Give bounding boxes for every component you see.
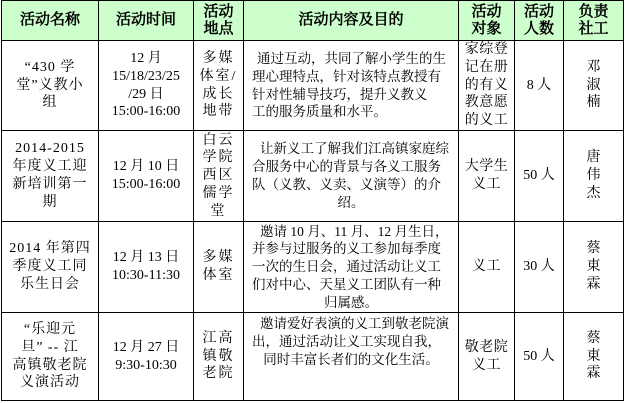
activity-time-line: 12 月 10 日 bbox=[112, 159, 180, 175]
header-label-line: 社工 bbox=[578, 20, 609, 37]
header-label-line: 活动内容及目的 bbox=[298, 12, 404, 28]
activity-name-line: 组 bbox=[42, 95, 58, 111]
activity-location-line: 镇敬 bbox=[202, 348, 235, 364]
participant-count-line: 50 人 bbox=[523, 348, 555, 364]
activity-location-line: 地带 bbox=[202, 104, 235, 120]
activity-target-line: 义工 bbox=[472, 177, 501, 192]
header-label-line: 对象 bbox=[471, 20, 502, 37]
activity-target-line: 敬老院 bbox=[464, 339, 509, 355]
header-label-line: 活动名称 bbox=[19, 12, 80, 28]
header-participant-count bbox=[515, 1, 564, 41]
activity-name-line: 乐生日会 bbox=[20, 276, 80, 292]
activity-content-line: 理心理特点，针对该特点教授有 bbox=[252, 68, 441, 84]
activity-target-line: 的义工 bbox=[464, 113, 509, 129]
activity-time-line: 10:30-11:30 bbox=[112, 268, 180, 283]
activity-content-line: 工的服务质量和水平。 bbox=[252, 104, 387, 120]
social-worker-line: 東 bbox=[586, 348, 601, 364]
activity-content-line: 邀请爱好表演的义工到敬老院演 bbox=[260, 316, 449, 331]
activity-name-line: 2014-2015 bbox=[15, 141, 85, 157]
activity-content-cell bbox=[244, 222, 459, 313]
activity-location-line: 西区 bbox=[202, 168, 235, 184]
activity-name-cell bbox=[2, 41, 99, 131]
activity-content-line: 一次的生日会，通过活动让义工 bbox=[252, 259, 441, 275]
activity-location-cell bbox=[194, 131, 244, 222]
participant-count-line: 8 人 bbox=[526, 77, 552, 93]
social-worker-line: 唐 bbox=[586, 150, 601, 166]
activity-time-line: 9:30-10:30 bbox=[115, 357, 177, 373]
activity-name-cell bbox=[2, 131, 99, 222]
activity-content-line: 绍。 bbox=[337, 194, 365, 210]
activity-location-line: 体室/ bbox=[199, 68, 238, 84]
header-label-line: 活动 bbox=[523, 3, 554, 20]
header-activity-target bbox=[459, 1, 515, 41]
activity-time-cell bbox=[99, 222, 194, 313]
social-worker-line: 霖 bbox=[586, 366, 601, 382]
activity-name-line: 新培训第一 bbox=[12, 177, 88, 192]
activity-location-cell bbox=[194, 41, 244, 131]
activity-name-line: “430 学 bbox=[24, 59, 76, 75]
activity-location-line: 多媒 bbox=[202, 50, 235, 66]
activity-target-line: 义工 bbox=[472, 357, 501, 373]
social-worker-cell bbox=[564, 131, 624, 222]
activity-target-cell bbox=[459, 222, 515, 313]
activity-target-cell bbox=[459, 131, 515, 222]
activity-location-line: 成长 bbox=[202, 86, 235, 102]
table-row bbox=[2, 313, 624, 401]
header-row bbox=[2, 1, 624, 41]
social-worker-line: 邓 bbox=[586, 59, 601, 75]
social-worker-line: 蔡 bbox=[586, 241, 601, 257]
activity-name-line: 期 bbox=[42, 194, 58, 210]
activity-target-cell bbox=[459, 41, 515, 131]
social-worker-line: 伟 bbox=[586, 168, 601, 184]
header-label-line: 活动时间 bbox=[115, 12, 176, 28]
activity-name-line: 季度义工同 bbox=[12, 259, 88, 275]
table-row bbox=[2, 131, 624, 222]
participant-count-cell bbox=[515, 131, 564, 222]
activity-target-cell bbox=[459, 313, 515, 401]
header-activity-content bbox=[244, 1, 459, 41]
social-worker-line: 蔡 bbox=[586, 330, 601, 346]
social-worker-cell bbox=[564, 41, 624, 131]
activity-plan-table bbox=[1, 0, 624, 401]
activity-target-line: 教意愿 bbox=[464, 95, 509, 111]
activity-content-cell bbox=[244, 313, 459, 401]
activity-time-line: 12 月 27 日 bbox=[112, 339, 180, 355]
participant-count-cell bbox=[515, 313, 564, 401]
activity-location-line: 堂 bbox=[210, 203, 227, 219]
activity-name-cell bbox=[2, 222, 99, 313]
activity-location-cell bbox=[194, 222, 244, 313]
social-worker-line: 杰 bbox=[586, 185, 601, 201]
activity-content-line: 通过互动，共同了解小学生的生 bbox=[257, 50, 446, 66]
header-label-line: 活动 bbox=[203, 3, 234, 20]
activity-time-line: 12 月 bbox=[130, 50, 162, 66]
header-social-worker bbox=[564, 1, 624, 41]
activity-content-cell bbox=[244, 41, 459, 131]
table-row bbox=[2, 41, 624, 131]
activity-time-cell bbox=[99, 131, 194, 222]
social-worker-line: 淑 bbox=[586, 77, 601, 93]
activity-location-line: 儒学 bbox=[202, 185, 235, 201]
header-label-line: 负责 bbox=[578, 3, 609, 20]
activity-content-line: 归属感。 bbox=[324, 294, 378, 310]
participant-count-line: 50 人 bbox=[523, 168, 555, 184]
activity-target-line: 记在册 bbox=[464, 59, 509, 75]
activity-location-line: 学院 bbox=[202, 150, 235, 166]
activity-content-line: 并参与过服务的义工参加每季度 bbox=[252, 241, 441, 257]
activity-time-cell bbox=[99, 41, 194, 131]
activity-location-cell bbox=[194, 313, 244, 401]
activity-content-line: 合服务中心的背景与各义工服务 bbox=[252, 159, 441, 175]
activity-content-line: 队（义教、义卖、义演等）的介 bbox=[252, 177, 441, 192]
activity-name-line: 高镇敬老院 bbox=[12, 357, 88, 373]
activity-name-line: 堂”义教小 bbox=[16, 77, 84, 93]
activity-time-line: 15/18/23/25 bbox=[112, 68, 180, 84]
social-worker-line: 東 bbox=[586, 259, 601, 275]
header-label-line: 活动 bbox=[471, 3, 502, 20]
activity-content-line: 同时丰富长者们的文化生活。 bbox=[263, 351, 439, 367]
activity-target-line: 家综登 bbox=[464, 42, 509, 57]
social-worker-cell bbox=[564, 313, 624, 401]
activity-target-line: 的有义 bbox=[464, 77, 509, 93]
activity-name-line: 年度义工迎 bbox=[12, 159, 88, 175]
header-label-line: 人数 bbox=[523, 20, 554, 37]
activity-time-line: 12 月 13 日 bbox=[112, 250, 180, 266]
header-label-line: 地点 bbox=[203, 20, 234, 37]
activity-location-line: 江高 bbox=[202, 330, 235, 346]
activity-name-cell bbox=[2, 313, 99, 401]
activity-time-cell bbox=[99, 313, 194, 401]
participant-count-cell bbox=[515, 222, 564, 313]
activity-content-cell bbox=[244, 131, 459, 222]
activity-time-line: 15:00-16:00 bbox=[111, 104, 181, 120]
activity-location-line: 白云 bbox=[202, 132, 235, 148]
participant-count-line: 30 人 bbox=[523, 259, 555, 275]
activity-location-line: 多媒 bbox=[202, 250, 235, 266]
activity-time-line: 15:00-16:00 bbox=[111, 177, 181, 192]
social-worker-line: 霖 bbox=[586, 276, 601, 292]
activity-name-line: “乐迎元 bbox=[23, 321, 77, 337]
participant-count-cell bbox=[515, 41, 564, 131]
activity-location-line: 体室 bbox=[202, 268, 235, 283]
social-worker-cell bbox=[564, 222, 624, 313]
header-activity-name bbox=[2, 1, 99, 41]
activity-name-line: 2014 年第四 bbox=[9, 241, 91, 257]
activity-content-line: 让新义工了解我们江高镇家庭综 bbox=[260, 141, 449, 157]
social-worker-line: 楠 bbox=[586, 95, 601, 111]
header-activity-time bbox=[99, 1, 194, 41]
activity-content-line: 邀请 10 月、11 月、12 月生日， bbox=[260, 223, 449, 239]
activity-target-line: 大学生 bbox=[464, 159, 509, 175]
activity-name-line: 义演活动 bbox=[20, 375, 80, 391]
activity-time-line: /29 日 bbox=[128, 86, 164, 102]
header-activity-location bbox=[194, 1, 244, 41]
activity-content-line: 们对中心、天星义工团队有一种 bbox=[252, 276, 441, 292]
activity-content-line: 出，通过活动让义工实现自我， bbox=[252, 333, 441, 349]
activity-name-line: 旦” -- 江 bbox=[21, 339, 79, 355]
activity-target-line: 义工 bbox=[472, 259, 501, 275]
table-row bbox=[2, 222, 624, 313]
activity-content-line: 针对性辅导技巧，提升义教义 bbox=[252, 86, 428, 102]
activity-location-line: 老院 bbox=[202, 366, 235, 382]
